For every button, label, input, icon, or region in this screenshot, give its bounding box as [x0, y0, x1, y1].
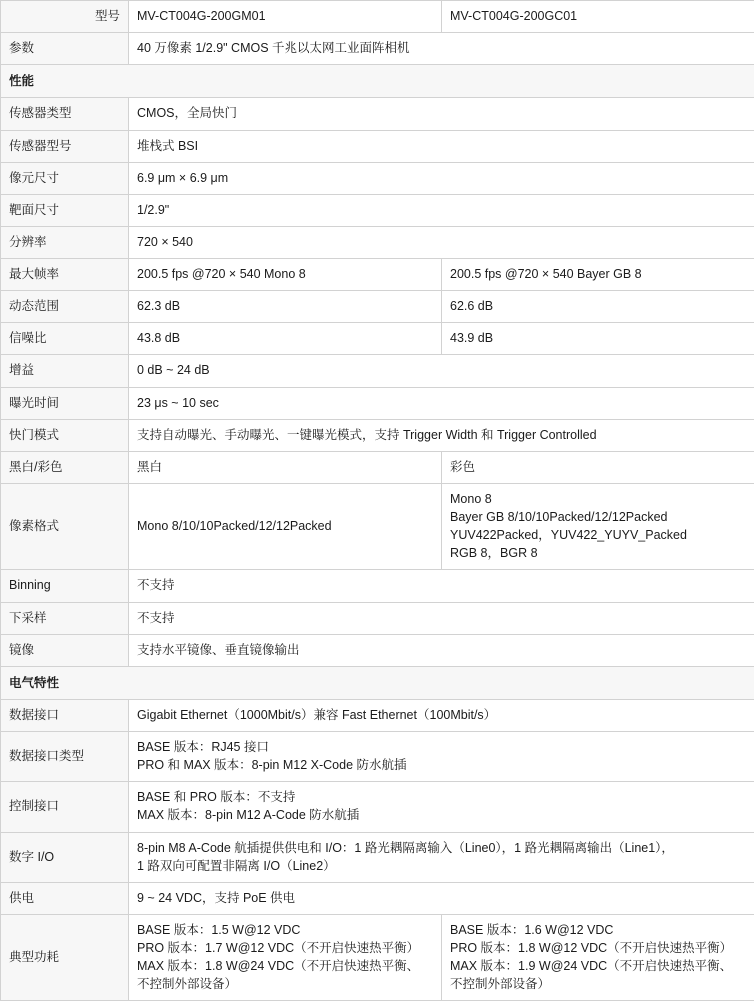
row-value-exposure-time: 23 μs ~ 10 sec	[129, 387, 754, 419]
row-label-data-interface-type: 数据接口类型	[1, 732, 129, 782]
row-value-sensor-type: CMOS，全局快门	[129, 98, 754, 130]
typical-power-b-line-3: MAX 版本：1.9 W@24 VDC（不开启快速热平衡、	[450, 957, 746, 975]
row-label-digital-io: 数字 I/O	[1, 832, 129, 882]
section-title-performance: 性能	[1, 65, 754, 98]
table-row-optical-size	[1, 194, 754, 226]
row-value-gain: 0 dB ~ 24 dB	[129, 355, 754, 387]
digital-io-line-2: 1 路双向可配置非隔离 I/O（Line2）	[137, 857, 746, 875]
data-interface-type-line-2: PRO 和 MAX 版本：8-pin M12 X-Code 防水航插	[137, 756, 746, 774]
table-row-gain	[1, 355, 754, 387]
model-b-value: MV-CT004G-200GC01	[442, 1, 754, 33]
pixel-format-b-line-1: Mono 8	[450, 490, 746, 508]
table-row-control-interface	[1, 782, 754, 832]
table-row-resolution	[1, 226, 754, 258]
section-header-performance	[1, 65, 754, 98]
row-label-optical-size: 靶面尺寸	[1, 194, 129, 226]
pixel-format-b-line-3: YUV422Packed，YUV422_YUYV_Packed	[450, 526, 746, 544]
row-value-digital-io	[129, 832, 754, 882]
table-row-mirror	[1, 634, 754, 666]
table-row-decimation	[1, 602, 754, 634]
row-label-mono-color: 黑白/彩色	[1, 451, 129, 483]
row-value-power-supply	[129, 882, 754, 914]
row-label-data-interface: 数据接口	[1, 699, 129, 731]
table-row-snr	[1, 323, 754, 355]
row-value-typical-power-b	[442, 914, 754, 1001]
table-row-pixel-format	[1, 483, 754, 570]
row-label-dynamic-range: 动态范围	[1, 291, 129, 323]
data-interface-line-1: Gigabit Ethernet（1000Mbit/s）兼容 Fast Ethernet（100Mbit/s）	[137, 706, 746, 724]
row-label-power-supply: 供电	[1, 882, 129, 914]
typical-power-b-line-2: PRO 版本：1.8 W@12 VDC（不开启快速热平衡）	[450, 939, 746, 957]
row-value-pixel-format-b	[442, 483, 754, 570]
table-row-shutter-mode	[1, 419, 754, 451]
row-label-typical-power: 典型功耗	[1, 914, 129, 1001]
power-supply-line-1: 9 ~ 24 VDC，支持 PoE 供电	[137, 889, 746, 907]
pixel-format-b-line-4: RGB 8，BGR 8	[450, 544, 746, 562]
typical-power-a-line-3: MAX 版本：1.8 W@24 VDC（不开启快速热平衡、	[137, 957, 433, 975]
row-label-snr: 信噪比	[1, 323, 129, 355]
row-value-mono-color-a: 黑白	[129, 451, 442, 483]
row-value-max-framerate-b: 200.5 fps @720 × 540 Bayer GB 8	[442, 259, 754, 291]
row-label-sensor-type: 传感器类型	[1, 98, 129, 130]
table-row-max-framerate	[1, 259, 754, 291]
row-label-max-framerate: 最大帧率	[1, 259, 129, 291]
table-row-binning	[1, 570, 754, 602]
row-label-mirror: 镜像	[1, 634, 129, 666]
row-value-pixel-format-a: Mono 8/10/10Packed/12/12Packed	[129, 483, 442, 570]
table-row-power-supply	[1, 882, 754, 914]
section-title-electrical: 电气特性	[1, 666, 754, 699]
table-row-data-interface	[1, 699, 754, 731]
row-value-max-framerate-a: 200.5 fps @720 × 540 Mono 8	[129, 259, 442, 291]
row-value-shutter-mode: 支持自动曝光、手动曝光、一键曝光模式，支持 Trigger Width 和 Trigger Controlled	[129, 419, 754, 451]
row-label-exposure-time: 曝光时间	[1, 387, 129, 419]
row-value-pixel-size: 6.9 μm × 6.9 μm	[129, 162, 754, 194]
table-row-sensor-model	[1, 130, 754, 162]
typical-power-b-line-1: BASE 版本：1.6 W@12 VDC	[450, 921, 746, 939]
row-label-pixel-format: 像素格式	[1, 483, 129, 570]
row-value-optical-size: 1/2.9"	[129, 194, 754, 226]
table-row-exposure-time	[1, 387, 754, 419]
pixel-format-b-line-2: Bayer GB 8/10/10Packed/12/12Packed	[450, 508, 746, 526]
data-interface-type-line-1: BASE 版本：RJ45 接口	[137, 738, 746, 756]
row-value-resolution: 720 × 540	[129, 226, 754, 258]
row-value-typical-power-a	[129, 914, 442, 1001]
section-header-electrical	[1, 666, 754, 699]
table-row-sensor-type	[1, 98, 754, 130]
row-value-snr-b: 43.9 dB	[442, 323, 754, 355]
row-value-mono-color-b: 彩色	[442, 451, 754, 483]
row-label-sensor-model: 传感器型号	[1, 130, 129, 162]
table-row-dynamic-range	[1, 291, 754, 323]
model-a-value: MV-CT004G-200GM01	[129, 1, 442, 33]
row-label-gain: 增益	[1, 355, 129, 387]
row-value-dynamic-range-b: 62.6 dB	[442, 291, 754, 323]
table-row-data-interface-type	[1, 732, 754, 782]
row-value-mirror: 支持水平镜像、垂直镜像输出	[129, 634, 754, 666]
typical-power-a-line-2: PRO 版本：1.7 W@12 VDC（不开启快速热平衡）	[137, 939, 433, 957]
typical-power-b-line-4: 不控制外部设备）	[450, 975, 746, 993]
row-value-data-interface	[129, 699, 754, 731]
table-row-typical-power	[1, 914, 754, 1001]
control-interface-line-1: BASE 和 PRO 版本：不支持	[137, 788, 746, 806]
row-label-control-interface: 控制接口	[1, 782, 129, 832]
row-value-decimation: 不支持	[129, 602, 754, 634]
typical-power-a-line-1: BASE 版本：1.5 W@12 VDC	[137, 921, 433, 939]
table-row-pixel-size	[1, 162, 754, 194]
row-label-model: 型号	[1, 1, 129, 33]
row-label-pixel-size: 像元尺寸	[1, 162, 129, 194]
row-value-sensor-model: 堆栈式 BSI	[129, 130, 754, 162]
row-label-shutter-mode: 快门模式	[1, 419, 129, 451]
row-value-control-interface	[129, 782, 754, 832]
typical-power-a-line-4: 不控制外部设备）	[137, 975, 433, 993]
row-label-decimation: 下采样	[1, 602, 129, 634]
table-row-param	[1, 33, 754, 65]
table-row-mono-color	[1, 451, 754, 483]
table-row-model	[1, 1, 754, 33]
control-interface-line-2: MAX 版本：8-pin M12 A-Code 防水航插	[137, 806, 746, 824]
row-label-binning: Binning	[1, 570, 129, 602]
table-row-digital-io	[1, 832, 754, 882]
digital-io-line-1: 8-pin M8 A-Code 航插提供供电和 I/O：1 路光耦隔离输入（Line0），1 路光耦隔离输出（Line1），	[137, 839, 746, 857]
row-label-resolution: 分辨率	[1, 226, 129, 258]
row-value-dynamic-range-a: 62.3 dB	[129, 291, 442, 323]
row-value-data-interface-type	[129, 732, 754, 782]
row-value-binning: 不支持	[129, 570, 754, 602]
row-value-snr-a: 43.8 dB	[129, 323, 442, 355]
row-label-param: 参数	[1, 33, 129, 65]
param-value: 40 万像素 1/2.9" CMOS 千兆以太网工业面阵相机	[129, 33, 754, 65]
